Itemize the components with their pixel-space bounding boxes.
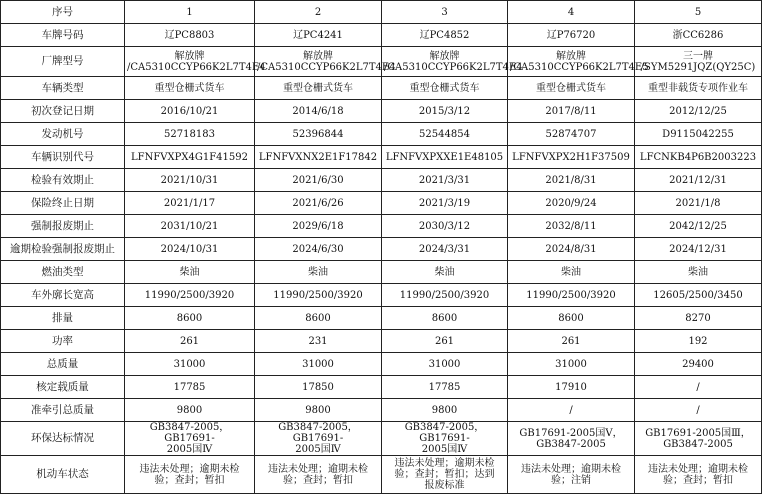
table-cell: 解放牌 /CA5310CCYP66K2L7T4E4 xyxy=(382,47,508,77)
table-cell: GB3847-2005，GB17691- 2005国Ⅳ xyxy=(125,422,255,456)
table-cell: D9115042255 xyxy=(635,123,762,146)
row-label: 保险终止日期 xyxy=(1,192,125,215)
table-cell: 2021/12/31 xyxy=(635,169,762,192)
table-cell: 9800 xyxy=(125,399,255,422)
table-row-vehicle-type xyxy=(1,77,762,100)
table-cell: 2016/10/21 xyxy=(125,100,255,123)
table-cell: 柴油 xyxy=(125,261,255,284)
row-label: 逾期检验强制报废期止 xyxy=(1,238,125,261)
table-cell: 2020/9/24 xyxy=(508,192,635,215)
table-cell: 违法未处理；逾期未检 验；查封；暂扣；达到 报废标准 xyxy=(382,456,508,494)
row-label: 厂牌型号 xyxy=(1,47,125,77)
table-cell: 17850 xyxy=(255,376,382,399)
row-label: 车辆类型 xyxy=(1,77,125,100)
table-cell: 52396844 xyxy=(255,123,382,146)
table-cell: 2021/3/19 xyxy=(382,192,508,215)
table-row-dimensions xyxy=(1,284,762,307)
table-cell: 辽PC8803 xyxy=(125,24,255,47)
table-row-engine-number xyxy=(1,123,762,146)
table-cell: 柴油 xyxy=(382,261,508,284)
table-cell: 解放牌 /CA5310CCYP66K2L7T4E5 xyxy=(508,47,635,77)
table-cell: 2021/10/31 xyxy=(125,169,255,192)
table-cell: 17785 xyxy=(125,376,255,399)
row-label: 排量 xyxy=(1,307,125,330)
header-cell-5: 5 xyxy=(635,1,762,24)
table-cell: 11990/2500/3920 xyxy=(508,284,635,307)
table-cell: 192 xyxy=(635,330,762,353)
table-row-brand-model xyxy=(1,47,762,77)
table-cell: 2021/3/31 xyxy=(382,169,508,192)
table-cell: GB17691-2005国Ⅴ， GB3847-2005 xyxy=(508,422,635,456)
table-cell: 17910 xyxy=(508,376,635,399)
table-row-total-mass xyxy=(1,353,762,376)
table-cell: GB3847-2005，GB17691- 2005国Ⅳ xyxy=(382,422,508,456)
table-cell: 重型非载货专项作业车 xyxy=(635,77,762,100)
table-cell: / xyxy=(635,376,762,399)
table-cell: 柴油 xyxy=(508,261,635,284)
table-cell: 9800 xyxy=(255,399,382,422)
table-cell: 2029/6/18 xyxy=(255,215,382,238)
table-cell: 2021/8/31 xyxy=(508,169,635,192)
table-cell: 2024/6/30 xyxy=(255,238,382,261)
table-row-power xyxy=(1,330,762,353)
table-cell: 31000 xyxy=(508,353,635,376)
header-cell-2: 2 xyxy=(255,1,382,24)
table-cell: 8600 xyxy=(382,307,508,330)
table-cell: 柴油 xyxy=(255,261,382,284)
table-cell: LFNFVXNX2E1F17842 xyxy=(255,146,382,169)
table-cell: 231 xyxy=(255,330,382,353)
table-row-rated-load xyxy=(1,376,762,399)
table-cell: LFNFVXPXXE1E48105 xyxy=(382,146,508,169)
table-cell: 11990/2500/3920 xyxy=(382,284,508,307)
table-cell: 261 xyxy=(382,330,508,353)
table-cell: 违法未处理；逾期未检 验；注销 xyxy=(508,456,635,494)
table-cell: 2021/1/8 xyxy=(635,192,762,215)
table-cell: LFNFVXPX4G1F41592 xyxy=(125,146,255,169)
table-row-first-registration-date xyxy=(1,100,762,123)
row-label: 功率 xyxy=(1,330,125,353)
table-cell: 8600 xyxy=(508,307,635,330)
row-label: 强制报废期止 xyxy=(1,215,125,238)
table-cell: 辽PC4241 xyxy=(255,24,382,47)
table-cell: 31000 xyxy=(382,353,508,376)
table-cell: 辽PC4852 xyxy=(382,24,508,47)
table-cell: GB17691-2005国Ⅲ， GB3847-2005 xyxy=(635,422,762,456)
table-cell: 2024/3/31 xyxy=(382,238,508,261)
table-cell: LFCNKB4P6B2003223 xyxy=(635,146,762,169)
table-cell: 三一牌 /SYM5291JQZ(QY25C) xyxy=(635,47,762,77)
table-row-emission-standard xyxy=(1,422,762,456)
table-cell: 2032/8/11 xyxy=(508,215,635,238)
table-cell: 2031/10/21 xyxy=(125,215,255,238)
table-row-vehicle-status xyxy=(1,456,762,494)
table-cell: 9800 xyxy=(382,399,508,422)
table-cell: 2017/8/11 xyxy=(508,100,635,123)
table-row-overdue-scrap-date xyxy=(1,238,762,261)
table-row-inspection-valid-until xyxy=(1,169,762,192)
table-cell: 2024/8/31 xyxy=(508,238,635,261)
table-cell: 8600 xyxy=(125,307,255,330)
row-label: 车牌号码 xyxy=(1,24,125,47)
table-cell: 2021/1/17 xyxy=(125,192,255,215)
table-cell: GB3847-2005，GB17691- 2005国Ⅳ xyxy=(255,422,382,456)
table-cell: 解放牌 /CA5310CCYP66K2L7T4E4 xyxy=(255,47,382,77)
table-cell: 2015/3/12 xyxy=(382,100,508,123)
table-cell: 解放牌 /CA5310CCYP66K2L7T4E4 xyxy=(125,47,255,77)
table-cell: 52718183 xyxy=(125,123,255,146)
table-cell: 2014/6/18 xyxy=(255,100,382,123)
table-cell: 2042/12/25 xyxy=(635,215,762,238)
row-label: 初次登记日期 xyxy=(1,100,125,123)
table-row-insurance-end-date xyxy=(1,192,762,215)
row-label: 机动车状态 xyxy=(1,456,125,494)
table-cell: 12605/2500/3450 xyxy=(635,284,762,307)
table-cell: 2021/6/30 xyxy=(255,169,382,192)
row-label: 发动机号 xyxy=(1,123,125,146)
table-cell: 29400 xyxy=(635,353,762,376)
table-cell: 柴油 xyxy=(635,261,762,284)
table-cell: 8600 xyxy=(255,307,382,330)
row-label: 环保达标情况 xyxy=(1,422,125,456)
table-cell: 违法未处理；逾期未检 验；查封；暂扣 xyxy=(635,456,762,494)
table-row-displacement xyxy=(1,307,762,330)
header-cell-serial-number: 序号 xyxy=(1,1,125,24)
header-cell-3: 3 xyxy=(382,1,508,24)
table-cell: 31000 xyxy=(255,353,382,376)
table-cell: / xyxy=(508,399,635,422)
header-cell-4: 4 xyxy=(508,1,635,24)
table-cell: 浙CC6286 xyxy=(635,24,762,47)
table-cell: 重型仓栅式货车 xyxy=(125,77,255,100)
table-cell: 11990/2500/3920 xyxy=(125,284,255,307)
table-row-mandatory-scrap-date xyxy=(1,215,762,238)
row-label: 核定载质量 xyxy=(1,376,125,399)
table-row-fuel-type xyxy=(1,261,762,284)
row-label: 车外廓长宽高 xyxy=(1,284,125,307)
table-cell: 17785 xyxy=(382,376,508,399)
table-cell: 31000 xyxy=(125,353,255,376)
table-cell: 重型仓栅式货车 xyxy=(508,77,635,100)
header-cell-1: 1 xyxy=(125,1,255,24)
table-cell: 违法未处理；逾期未检 验；查封；暂扣 xyxy=(255,456,382,494)
table-cell: 2024/10/31 xyxy=(125,238,255,261)
table-cell: / xyxy=(635,399,762,422)
row-label: 准牵引总质量 xyxy=(1,399,125,422)
table-cell: 261 xyxy=(125,330,255,353)
table-cell: 重型仓栅式货车 xyxy=(255,77,382,100)
table-cell: 2030/3/12 xyxy=(382,215,508,238)
row-label: 总质量 xyxy=(1,353,125,376)
table-cell: 8270 xyxy=(635,307,762,330)
table-cell: 11990/2500/3920 xyxy=(255,284,382,307)
table-row-towing-mass xyxy=(1,399,762,422)
table-row-vin xyxy=(1,146,762,169)
table-header-row xyxy=(1,1,762,24)
table-cell: 辽P76720 xyxy=(508,24,635,47)
table-cell: 52874707 xyxy=(508,123,635,146)
table-row-plate-number xyxy=(1,24,762,47)
row-label: 检验有效期止 xyxy=(1,169,125,192)
row-label: 车辆识别代号 xyxy=(1,146,125,169)
table-cell: 2012/12/25 xyxy=(635,100,762,123)
table-cell: 2021/6/26 xyxy=(255,192,382,215)
table-cell: 违法未处理；逾期未检 验；查封；暂扣 xyxy=(125,456,255,494)
table-cell: 重型仓栅式货车 xyxy=(382,77,508,100)
row-label: 燃油类型 xyxy=(1,261,125,284)
table-cell: LFNFVXPX2H1F37509 xyxy=(508,146,635,169)
table-cell: 52544854 xyxy=(382,123,508,146)
table-cell: 261 xyxy=(508,330,635,353)
table-cell: 2024/12/31 xyxy=(635,238,762,261)
